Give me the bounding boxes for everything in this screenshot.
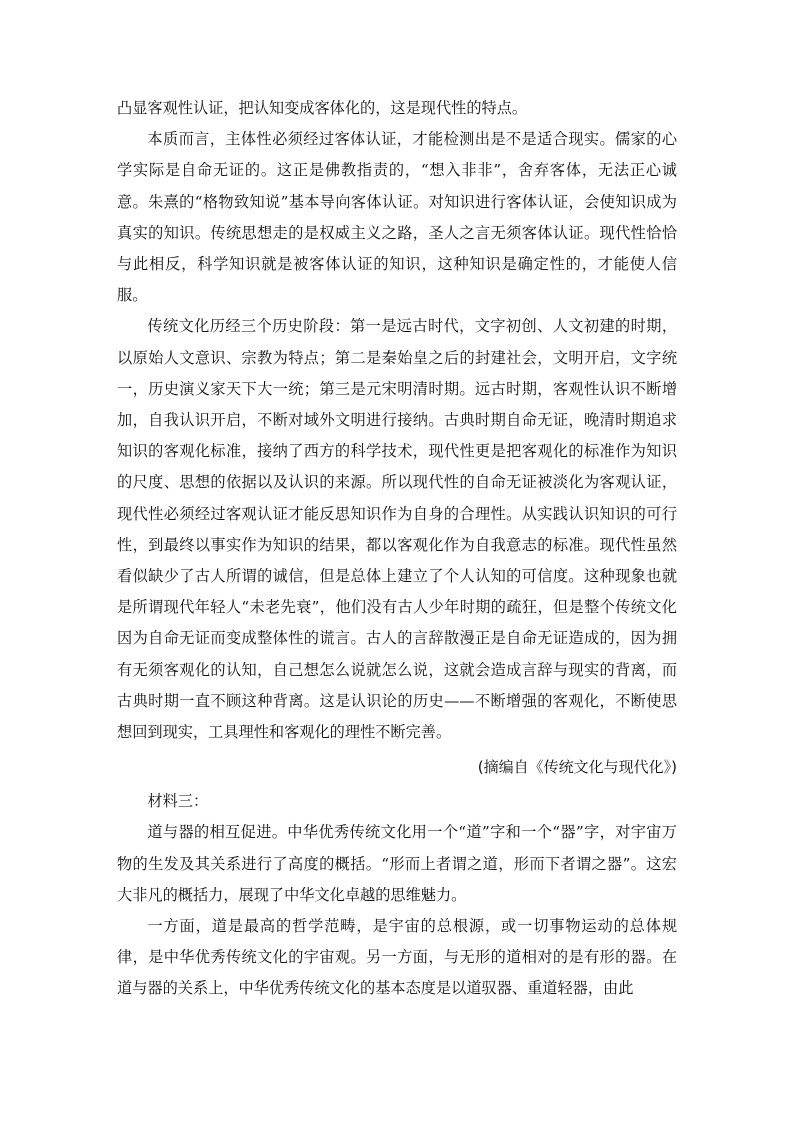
material-three-label: 材料三： (147, 792, 209, 811)
source-citation: (摘编自《传统文化与现代化》) (477, 758, 677, 777)
paragraph-one-hand: 一方面，道是最高的哲学范畴，是宇宙的总根源，或一切事物运动的总体规律，是中华优秀传统文化的宇宙观。另一方面，与无形的道相对的是有形的器。在道与器的关系上，中华优秀传统文化的基本态度是以道驭器、重道轻器，由此 (117, 917, 677, 998)
document-page (117, 93, 677, 1005)
paragraph-continuation: 凸显客观性认证，把认知变成客体化的，这是现代性的特点。 (117, 99, 528, 117)
paragraph-dao-qi: 道与器的相互促进。中华优秀传统文化用一个“道”字和一个“器”字，对宇宙万物的生发及其关系进行了高度的概括。“形而上者谓之道，形而下者谓之器”。这宏大非凡的概括力，展现了中华文化卓越的思维魅力。 (117, 823, 677, 904)
paragraph-subject-object: 本质而言，主体性必须经过客体认证，才能检测出是不是适合现实。儒家的心学实际是自命无证的。这正是佛教指责的，“想入非非”，舍弃客体，无法正心诚意。朱熹的“格物致知说”基本导向客体认证。对知识进行客体认证，会使知识成为真实的知识。传统思想走的是权威主义之路，圣人之言无须客体认证。现代性恰恰与此相反，科学知识就是被客体认证的知识，这种知识是确定性的，才能使人信服。 (117, 130, 677, 305)
paragraph-three-stages: 传统文化历经三个历史阶段：第一是远古时代，文字初创、人文初建的时期，以原始人文意识、宗教为特点；第二是秦始皇之后的封建社会，文明开启，文字统一，历史演义家天下大一统；第三是元宋明清时期。远古时期，客观性认识不断增加，自我认识开启，不断对域外文明进行接纳。古典时期自命无证，晚清时期追求知识的客观化标准，接纳了西方的科学技术，现代性更是把客观化的标准作为知识的尺度、思想的依据以及认识的来源。所以现代性的自命无证被淡化为客观认证，现代性必须经过客观认证才能反思知识作为自身的合理性。从实践认识知识的可行性，到最终以事实作为知识的结果，都以客观化作为自我意志的标准。现代性虽然看似缺少了古人所谓的诚信，但是总体上建立了个人认知的可信度。这种现象也就是所谓现代年轻人“未老先衰”，他们没有古人少年时期的疏狂，但是整个传统文化因为自命无证而变成整体性的谎言。古人的言辞散漫正是自命无证造成的，因为拥有无须客观化的认知，自己想怎么说就怎么说，这就会造成言辞与现实的背离，而古典时期一直不顾这种背离。这是认识论的历史——不断增强的客观化，不断使思想回到现实，工具理性和客观化的理性不断完善。 (117, 317, 677, 742)
